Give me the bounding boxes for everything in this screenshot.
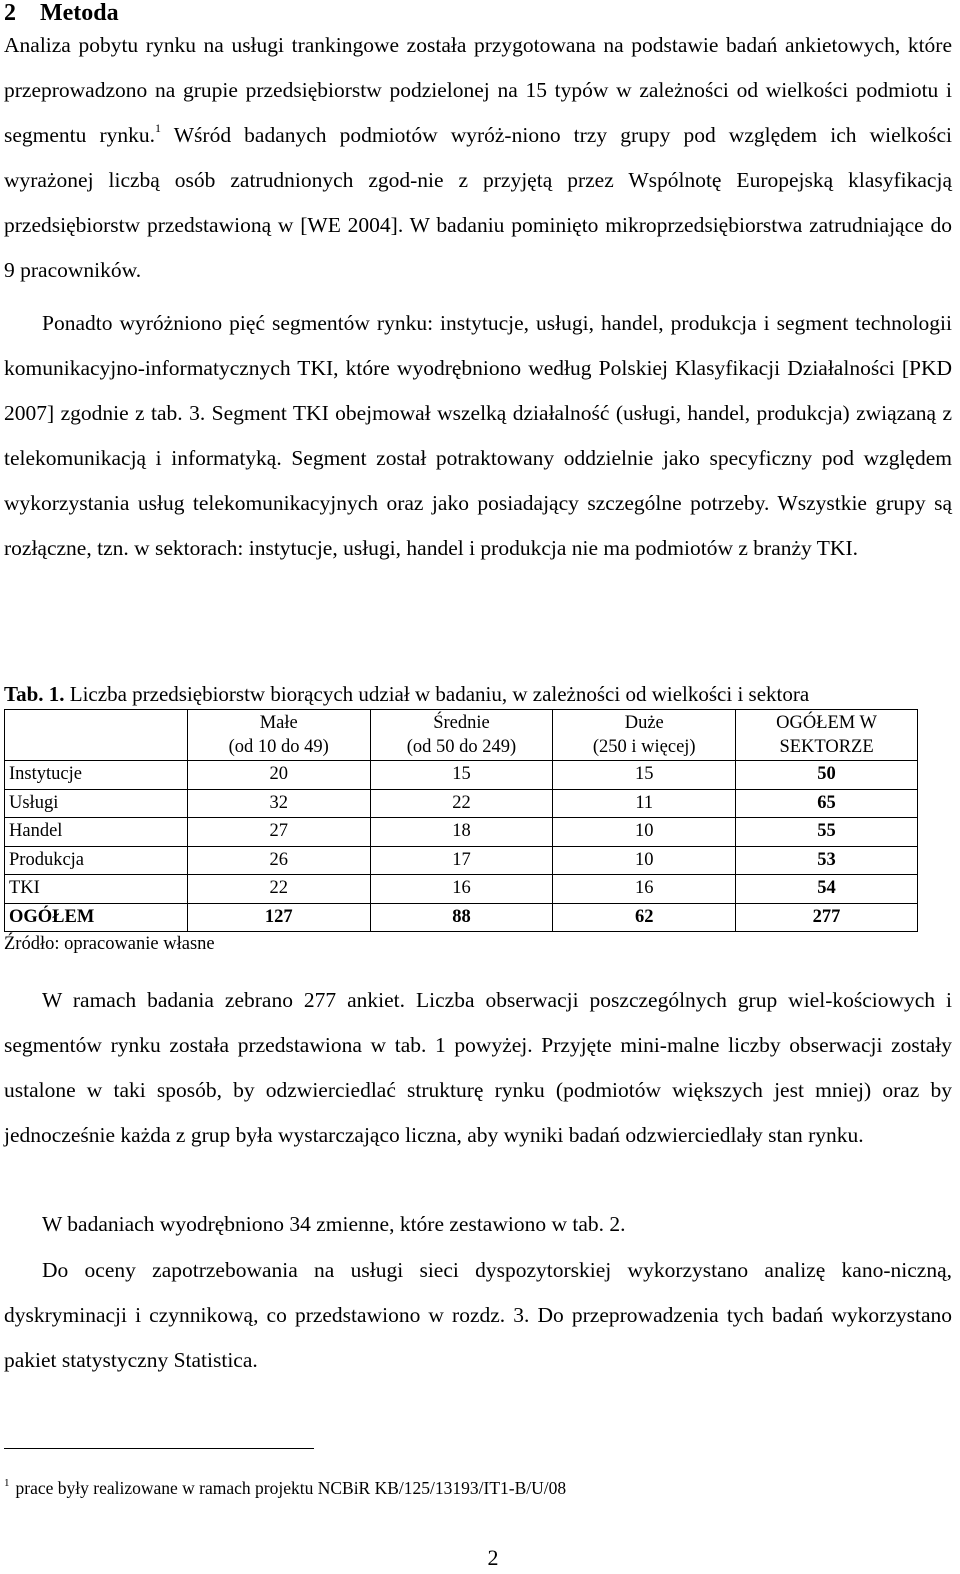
table-row [5, 846, 918, 875]
row-label: Handel [5, 818, 188, 847]
cell-medium: 15 [370, 761, 553, 790]
cell-total: 277 [736, 903, 918, 932]
row-label: TKI [5, 875, 188, 904]
cell-large: 16 [553, 875, 736, 904]
paragraph-intro-part1: Analiza pobytu rynku na usługi trankingowe została przygotowana na podstawie badań ankietowych, które przeprowadzono na grupie przedsiębiorstw podzielonej na 15 typów w zależności od wielkości podmiotu i segmentu rynku. [4, 33, 952, 147]
table-caption-label: Tab. 1. [4, 682, 65, 706]
cell-medium: 18 [370, 818, 553, 847]
cell-medium: 22 [370, 789, 553, 818]
section-number: 2 [4, 0, 16, 26]
table-total-row [5, 903, 918, 932]
paragraph-survey: W ramach badania zebrano 277 ankiet. Liczba obserwacji poszczególnych grup wiel-kościowych i segmentów rynku została przedstawiona w tab. 1 powyżej. Przyjęte mini-malne liczby obserwacji zostały ustalone w taki sposób, by odzwierciedlać strukturę rynku (podmiotów większych jest mniej) oraz by jednocześnie każda z grup była wystarczająco liczna, aby wyniki badań odzwierciedlały stan rynku. [4, 988, 952, 1147]
row-label: Produkcja [5, 846, 188, 875]
table-header-row [5, 710, 918, 761]
table-row [5, 818, 918, 847]
table-row [5, 875, 918, 904]
paragraph-intro [4, 23, 952, 293]
table-header-large: Duże (250 i więcej) [553, 710, 736, 761]
cell-large: 11 [553, 789, 736, 818]
footnote [4, 1476, 566, 1500]
cell-total: 50 [736, 761, 918, 790]
cell-small: 32 [187, 789, 370, 818]
table-source-note: Źródło: opracowanie własne [4, 934, 215, 954]
footnote-divider [4, 1448, 314, 1449]
cell-total: 65 [736, 789, 918, 818]
section-title: Metoda [40, 0, 119, 26]
enterprise-count-table [4, 709, 918, 932]
row-label: Usługi [5, 789, 188, 818]
footnote-reference[interactable]: 1 [155, 121, 162, 135]
row-label: OGÓŁEM [5, 903, 188, 932]
cell-large: 62 [553, 903, 736, 932]
cell-small: 22 [187, 875, 370, 904]
table-header-total: OGÓŁEM W SEKTORZE [736, 710, 918, 761]
cell-medium: 16 [370, 875, 553, 904]
paragraph-segments: Ponadto wyróżniono pięć segmentów rynku: instytucje, usługi, handel, produkcja i segment technologii komunikacyjno-informatycznych TKI, które wyodrębniono według Polskiej Klasyfikacji Działalności [PKD 2007] zgodnie z tab. 3. Segment TKI obejmował wszelką działalność (usługi, handel, produkcja) związaną z telekomunikacją i informatyką. Segment został potraktowany oddzielnie jako specyficzny pod względem wykorzystania usług telekomunikacyjnych oraz jako posiadający szczególne potrzeby. Wszystkie grupy są rozłączne, tzn. w sektorach: instytucje, usługi, handel i produkcja nie ma podmiotów z branży TKI. [4, 311, 952, 560]
cell-small: 26 [187, 846, 370, 875]
table-header-empty [5, 710, 188, 761]
cell-total: 53 [736, 846, 918, 875]
paragraph-intro-part2: Wśród badanych podmiotów wyróż-niono trzy grupy pod względem ich wielkości wyrażonej liczbą osób zatrudnionych zgod-nie z przyjętą przez Wspólnotę Europejską klasyfikacją przedsiębiorstw przedstawioną w [WE 2004]. W badaniu pominięto mikroprzedsiębiorstwa zatrudniające do 9 pracowników. [4, 123, 953, 282]
cell-small: 127 [187, 903, 370, 932]
cell-medium: 17 [370, 846, 553, 875]
cell-small: 20 [187, 761, 370, 790]
cell-total: 54 [736, 875, 918, 904]
table-caption [4, 681, 960, 707]
paragraph-variables: W badaniach wyodrębniono 34 zmienne, które zestawiono w tab. 2. [42, 1212, 626, 1236]
paragraph-analysis: Do oceny zapotrzebowania na usługi sieci dyspozytorskiej wykorzystano analizę kano-niczną, dyskryminacji i czynnikową, co przedstawiono w rozdz. 3. Do przeprowadzenia tych badań wykorzystano pakiet statystyczny Statistica. [4, 1258, 952, 1372]
footnote-text: prace były realizowane w ramach projektu NCBiR KB/125/13193/IT1-B/U/08 [15, 1478, 567, 1498]
table-caption-text: Liczba przedsiębiorstw biorących udział w badaniu, w zależności od wielkości i sektora [69, 682, 810, 706]
table-row [5, 761, 918, 790]
cell-large: 10 [553, 846, 736, 875]
footnote-mark: 1 [4, 1477, 10, 1489]
cell-medium: 88 [370, 903, 553, 932]
row-label: Instytucje [5, 761, 188, 790]
table-header-medium: Średnie (od 50 do 249) [370, 710, 553, 761]
cell-large: 10 [553, 818, 736, 847]
cell-total: 55 [736, 818, 918, 847]
cell-large: 15 [553, 761, 736, 790]
table-header-small: Małe (od 10 do 49) [187, 710, 370, 761]
cell-small: 27 [187, 818, 370, 847]
table-row [5, 789, 918, 818]
page-number: 2 [487, 1545, 499, 1570]
